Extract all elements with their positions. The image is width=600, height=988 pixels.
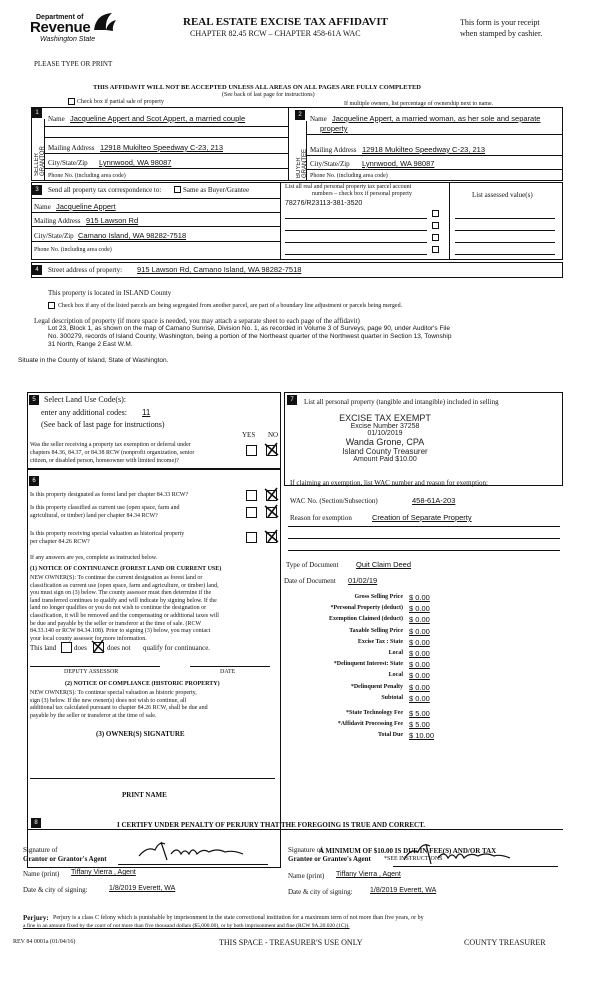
street-address[interactable]: 915 Lawson Rd, Camano Island, WA 98282-7518 [137,265,302,274]
seller-address-label: Mailing Address [48,144,95,152]
parcel-3-personal-checkbox[interactable] [432,234,439,241]
see-instructions-note: *SEE INSTRUCTIONS [384,856,443,862]
additional-code-value[interactable]: 11 [142,408,151,417]
correspondence-name[interactable]: Jacqueline Appert [56,202,116,211]
forest-yes-checkbox[interactable] [246,490,257,501]
same-as-buyer-label: Same as Buyer/Grantee [183,186,250,194]
fee-value[interactable]: $ 0.00 [409,626,430,636]
exemption-question-3: citizen, or disabled person, homeowner with limited income)? [30,458,179,464]
historic-question-2: per chapter 84.26 RCW? [30,539,90,545]
does-label: does [74,644,87,652]
section-1-number: 1 [32,108,42,118]
fee-value[interactable]: $ 0.00 [409,637,430,647]
qualify-label: qualify for continuance. [143,644,211,652]
perjury-text-1: Perjury is a class C felony which is punishable by imprisonment in the state correctional institution for a maximum term of not more than five years, or by [53,915,424,921]
buyer-name-label: Name [310,115,327,123]
parcel-2-personal-checkbox[interactable] [432,222,439,229]
fee-label: *Delinquent Interest: State [333,661,403,668]
parcel-4-personal-checkbox[interactable] [432,246,439,253]
segregated-label: Check box if any of the listed parcels are being segregated from another parcel, are part of a boundary line adjustment or parcels being merged. [58,303,403,309]
does-checkbox[interactable] [61,642,72,653]
receipt-note-2: when stamped by cashier. [460,29,543,38]
stamp-title: EXCISE TAX EXEMPT [339,413,431,423]
grantor-signature-label-2: Grantor or Grantor's Agent [23,855,107,863]
forest-question: Is this property designated as forest land per chapter 84.33 RCW? [30,492,189,498]
stamp-amount: Amount Paid $10.00 [353,456,417,463]
section-5-number: 5 [29,395,39,405]
notice2-line: payable by the seller or transferor at the time of sale. [30,712,157,719]
send-correspondence-label: Send all property tax correspondence to: [48,186,162,194]
not-accepted-notice: THIS AFFIDAVIT WILL NOT BE ACCEPTED UNLESS ALL AREAS ON ALL PAGES ARE FULLY COMPLETED [93,84,421,91]
form-title: REAL ESTATE EXCISE TAX AFFIDAVIT [183,16,388,28]
buyer-name-line-2[interactable]: property [320,124,348,133]
type-or-print: PLEASE TYPE OR PRINT [34,60,113,68]
partial-sale-label: Check box if partial sale of property [77,99,164,105]
correspondence-city-label: City/State/Zip [34,232,74,240]
buyer-address-label: Mailing Address [310,146,357,154]
correspondence-name-label: Name [34,203,51,211]
section-3-number: 3 [32,185,42,195]
notice1-line: classification as current use (open space, farm and agriculture, or timber) land, [30,582,219,589]
notice-continuance-title: (1) NOTICE OF CONTINUANCE (FOREST LAND OR CURRENT USE) [30,566,222,572]
current-use-question-2: agricultural, or timber) land per chapter 84.34 RCW? [30,513,158,519]
stamp-date: 01/10/2019 [367,430,403,437]
minimum-due-note: A MINIMUM OF $10.00 IS DUE IN FEE(S) AND/OR TAX [319,847,497,855]
perjury-text-2: a fine in an amount fixed by the court of not more than five thousand dollars ($5,000.00), or by both imprisonment and fine (RCW 9A.20.020 (1C)). [23,923,350,929]
section-4-number: 4 [32,265,42,275]
print-name-label: PRINT NAME [122,791,167,799]
see-back-note: (See back of last page for instructions) [222,92,315,98]
form-revision: REV 84 0001a (01/04/16) [13,939,76,945]
historic-question-1: Is this property receiving special valuation as historical property [30,531,185,537]
buyer-address[interactable]: 12918 Mukilteo Speedway C-23, 213 [362,145,485,154]
no-header: NO [268,431,279,439]
grantee-name-label: Name (print) [288,872,325,880]
logo-state: Washington State [40,36,96,43]
notice1-line: NEW OWNER(S): To continue the current designation as forest land or [30,575,203,581]
grantor-signature-label-1: Signature of [23,846,58,854]
fee-value[interactable]: $ 5.00 [409,720,430,730]
correspondence-city[interactable]: Camano Island, WA 98282-7518 [78,231,187,240]
seller-address[interactable]: 12918 Mukilteo Speedway C-23, 213 [100,143,223,152]
notice1-line: be due and payable by the seller or transferor at the time of sale. (RCW [30,620,202,627]
parcel-1-personal-checkbox[interactable] [432,210,439,217]
receipt-note-1: This form is your receipt [460,18,540,27]
parcel-header-2: numbers – check box if personal property [312,191,412,197]
notice2-line: additional tax calculated pursuant to chapter 84.26 RCW, shall be due and [30,705,208,712]
buyer-city[interactable]: Lynnwood, WA 98087 [362,159,435,168]
stamp-office: Island County Treasurer [342,447,428,456]
street-address-label: Street address of property: [48,266,123,274]
fee-label: *State Technology Fee [346,710,403,716]
multiple-owners-note: If multiple owners, list percentage of ownership next to name. [344,101,494,107]
buyer-name-line-1[interactable]: Jacqueline Appert, a married woman, as her sole and separate [332,114,541,123]
seller-name-label: Name [48,115,65,123]
grantor-name[interactable]: Tiffany Vierra , Agent [71,869,136,876]
exemption-no-checkmark-icon [264,441,280,457]
correspondence-address-label: Mailing Address [34,217,81,225]
situate-note: Situate in the County of Island, State of Washington. [18,357,169,364]
doc-type[interactable]: Quit Claim Deed [356,560,412,569]
seller-city[interactable]: Lynnwood, WA 98087 [99,158,172,167]
additional-codes-label: enter any additional codes: [41,408,127,417]
fee-value[interactable]: $ 0.00 [409,671,430,681]
correspondence-address[interactable]: 915 Lawson Rd [86,216,139,225]
fee-label: Subtotal [381,694,403,701]
fee-label: Excise Tax : State [357,638,403,645]
exemption-yes-checkbox[interactable] [246,445,257,456]
buyer-city-label: City/State/Zip [310,160,350,168]
this-land-label: This land [30,644,57,652]
notice1-line: land transferred continues to qualify and will indicate by signing below. If the [30,597,217,604]
section-8-number: 8 [31,818,41,828]
fee-label: *Delinquent Penalty [350,683,403,690]
grantee-signature-label-1: Signature of [288,846,323,854]
reason-label: Reason for exemption [290,514,352,522]
section-2-number: 2 [295,110,305,120]
washington-logo-icon [91,10,119,36]
fee-label: Gross Selling Price [354,594,403,600]
county-treasurer-label: COUNTY TREASURER [464,938,546,947]
fee-label: Exemption Claimed (deduct) [329,616,403,623]
seller-side-label: SELLER GRANTOR [34,146,46,176]
buyer-side-label: BUYER GRANTEE [296,148,308,178]
legal-description-line-3: 31 North, Range 2 East W.M. [48,341,133,348]
notice1-line: your local county assessor for more information. [30,635,147,642]
assessor-date-label: DATE [220,669,236,675]
parcel-header-1: List all real and personal property tax parcel account [285,184,412,190]
buyer-phone-label: Phone No. (including area code) [310,173,388,179]
segregated-checkbox[interactable] [48,302,55,309]
same-as-buyer-checkbox[interactable] [174,186,181,193]
fee-label: Taxable Selling Price [349,627,403,634]
perjury-label: Perjury: [23,914,49,922]
doc-type-label: Type of Document [286,561,339,569]
current-use-question-1: Is this property classified as current use (open space, farm and [30,505,180,511]
grantor-signature-icon[interactable] [135,836,255,866]
wac-label: WAC No. (Section/Subsection) [290,497,378,505]
if-yes-note: If any answers are yes, complete as instructed below. [30,555,158,561]
logo-title: Revenue [30,19,91,36]
seller-name[interactable]: Jacqueline Appert and Scot Appert, a married couple [70,114,246,123]
forest-no-checkmark-icon [264,486,280,502]
fee-label: *Personal Property (deduct) [330,605,403,612]
treasurer-use-label: THIS SPACE - TREASURER'S USE ONLY [219,938,363,947]
notice1-line: classification, it will be removed and the compensating or additional taxes will [30,613,219,619]
doc-date-label: Date of Document [284,577,336,585]
seller-city-label: City/State/Zip [48,159,88,167]
grantor-date-label: Date & city of signing: [23,886,88,894]
exemption-reason[interactable]: Creation of Separate Property [372,513,472,522]
legal-description-label: Legal description of property (if more space is needed, you may attach a separate sheet to each page of the affidavit) [34,317,360,325]
claiming-exemption-label: If claiming an exemption, list WAC number and reason for exemption: [290,479,488,487]
historic-no-checkmark-icon [264,528,280,544]
form-chapter: CHAPTER 82.45 RCW – CHAPTER 458-61A WAC [190,29,361,38]
fee-label: Local [388,650,403,656]
certify-statement: I CERTIFY UNDER PENALTY OF PERJURY THAT THE FOREGOING IS TRUE AND CORRECT. [117,821,426,829]
fee-value[interactable]: $ 0.00 [409,682,430,692]
exemption-question-2: chapters 84.36, 84.37, or 84.38 RCW (nonprofit organization, senior [30,450,195,456]
fee-label: Local [388,672,403,679]
notice2-line: sign (3) below. If the new owner(s) does not wish to continue, all [30,697,187,704]
land-use-see-back: (See back of last page for instructions) [41,420,165,429]
grantee-name[interactable]: Tiffany Vierra , Agent [336,871,401,878]
notice-compliance-title: (2) NOTICE OF COMPLIANCE (HISTORIC PROPERTY) [65,681,220,687]
fee-value[interactable]: $ 0.00 [409,649,430,658]
doc-date[interactable]: 01/02/19 [348,576,378,585]
owner-signature-label: (3) OWNER(S) SIGNATURE [96,730,185,738]
section-7-number: 7 [287,395,297,405]
grantee-date-label: Date & city of signing: [288,888,353,896]
wac-number[interactable]: 458-61A-203 [412,496,456,505]
stamp-number: Excise Number 37258 [350,423,420,430]
does-not-checkmark-icon [91,639,106,654]
grantee-signature-icon[interactable] [400,838,520,868]
fee-value[interactable]: $ 0.00 [409,593,430,602]
logo-dept: Department of [36,14,84,21]
fee-value[interactable]: $ 0.00 [409,604,430,614]
current-use-yes-checkbox[interactable] [246,507,257,518]
seller-phone-label: Phone No. (including area code) [48,173,126,179]
grantor-name-label: Name (print) [23,870,60,878]
section-6-number: 6 [29,476,39,486]
fee-value[interactable]: $ 0.00 [409,615,430,625]
stamp-name: Wanda Grone, CPA [345,437,425,447]
partial-sale-checkbox[interactable] [68,98,75,105]
exemption-question-1: Was the seller receiving a property tax exemption or deferral under [30,442,191,448]
historic-yes-checkbox[interactable] [246,532,257,543]
grantee-date[interactable]: 1/8/2019 Everett, WA [370,887,437,894]
parcel-number[interactable]: 78276/R23113-381-3520 [285,200,363,207]
assessed-value-header: List assessed value(s) [472,191,533,199]
correspondence-phone-label: Phone No. (including area code) [34,247,112,253]
legal-description-line-1: Lot 23, Block 1, as shown on the map of Camano Sunrise, Division No. 1, as recorded in Volume 3 of Surveys, page 90, under Auditor's File [48,325,450,332]
property-county: This property is located in ISLAND County [48,289,172,297]
notice1-line: you must sign on (3) below. The county assessor must then determine if the [30,590,212,597]
fee-label: *Affidavit Processing Fee [337,721,403,728]
grantor-date[interactable]: 1/8/2019 Everett, WA [109,885,176,892]
notice1-line: land no longer qualifies or you do not wish to continue the designation or [30,605,207,612]
fee-value[interactable]: $ 5.00 [409,709,430,718]
does-not-label: does not [107,644,131,652]
grantee-signature-label-2: Grantee or Grantee's Agent [288,855,371,863]
deputy-assessor-label: DEPUTY ASSESSOR [64,669,119,675]
legal-description-line-2: No. 300279, records of Island County, Washington, being a portion of the Northeast quarter of the Northwest quarter in Section 13, Township [48,333,452,340]
fee-value[interactable]: $ 10.00 [409,731,435,741]
yes-header: YES [242,431,256,439]
land-use-label: Select Land Use Code(s): [44,395,126,404]
personal-property-label: List all personal property (tangible and intangible) included in selling [304,398,499,406]
notice1-line: 84.33.140 or RCW 84.34.108). Prior to signing (3) below, you may contact [30,628,211,635]
fee-label: Total Due [378,732,403,739]
notice2-line: NEW OWNER(S): To continue special valuation as historic property, [30,690,197,696]
fee-value[interactable]: $ 0.00 [409,660,430,670]
fee-value[interactable]: $ 0.00 [409,693,430,703]
current-use-no-checkmark-icon [264,503,280,519]
